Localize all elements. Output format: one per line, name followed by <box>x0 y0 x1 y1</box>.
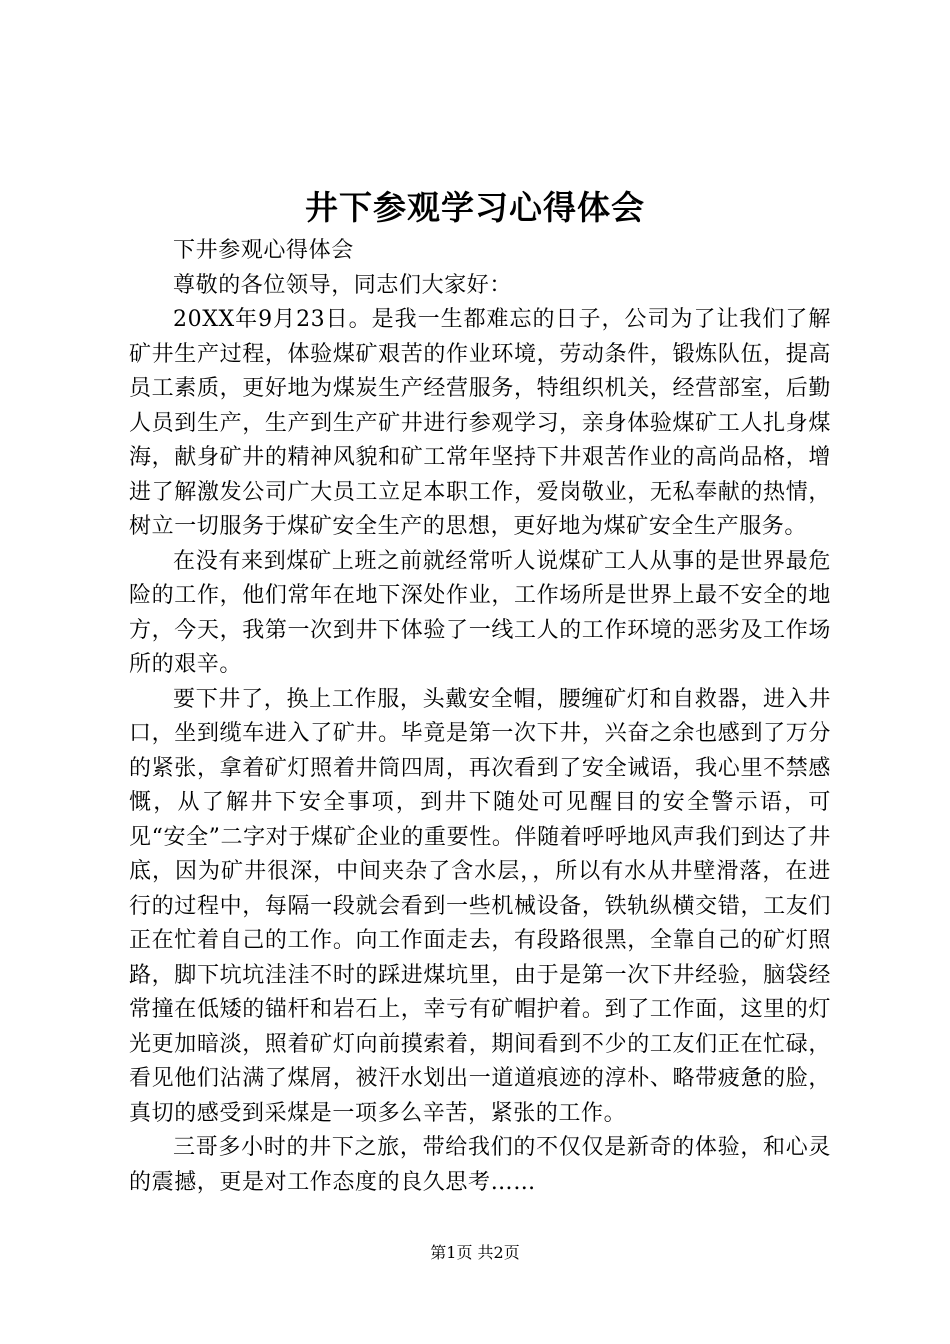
document-title: 井下参观学习心得体会 <box>305 188 645 227</box>
page-footer: 第1页 共2页 <box>430 1243 520 1262</box>
paragraph-3: 要下井了，换上工作服，头戴安全帽，腰缠矿灯和自救器，进入井口，坐到缆车进入了矿井。毕竟是第一次下井，兴奋之余也感到了万分的紧张，拿着矿灯照着井筒四周，再次看到了安全诫语，我心里不禁感慨，从了解井下安全事项，到井下随处可见醒目的安全警示语，可见“安全”二字对于煤矿企业的重要性。伴随着呼呼地风声我们到达了井底，因为矿井很深，中间夹杂了含水层，，所以有水从井壁滑落，在进行的过程中，每隔一段就会看到一些机械设备，铁轨纵横交错，工友们正在忙着自己的工作。向工作面走去，有段路很黑，全靠自己的矿灯照路，脚下坑坑洼洼不时的踩进煤坑里，由于是第一次下井经验，脑袋经常撞在低矮的锚杆和岩石上，幸亏有矿帽护着。到了工作面，这里的灯光更加暗淡，照着矿灯向前摸索着，期间看到不少的工友们正在忙碌，看见他们沾满了煤屑，被汗水划出一道道痕迹的淳朴、略带疲惫的脸，真切的感受到采煤是一项多么辛苦，紧张的工作。 <box>129 686 831 1126</box>
paragraph-2: 在没有来到煤矿上班之前就经常听人说煤矿工人从事的是世界最危险的工作，他们常年在地下深处作业，工作场所是世界上最不安全的地方，今天，我第一次到井下体验了一线工人的工作环境的恶劣及工作场所的艰辛。 <box>129 548 831 677</box>
document-body <box>129 234 831 1200</box>
paragraph-1: 20XX年9月23日。是我一生都难忘的日子，公司为了让我们了解矿井生产过程，体验煤矿艰苦的作业环境，劳动条件，锻炼队伍，提高员工素质，更好地为煤炭生产经营服务，特组织机关，经营部室，后勤人员到生产，生产到生产矿井进行参观学习，亲身体验煤矿工人扎身煤海，献身矿井的精神风貌和矿工常年坚持下井艰苦作业的高尚品格，增进了解激发公司广大员工立足本职工作，爱岗敬业，无私奉献的热情，树立一切服务于煤矿安全生产的思想，更好地为煤矿安全生产服务。 <box>129 307 831 539</box>
paragraph-salutation: 尊敬的各位领导，同志们大家好： <box>173 272 513 298</box>
paragraph-4: 三哥多小时的井下之旅，带给我们的不仅仅是新奇的体验，和心灵的震撼，更是对工作态度的良久思考…… <box>129 1135 831 1195</box>
paragraph-subtitle: 下井参观心得体会 <box>173 238 354 263</box>
